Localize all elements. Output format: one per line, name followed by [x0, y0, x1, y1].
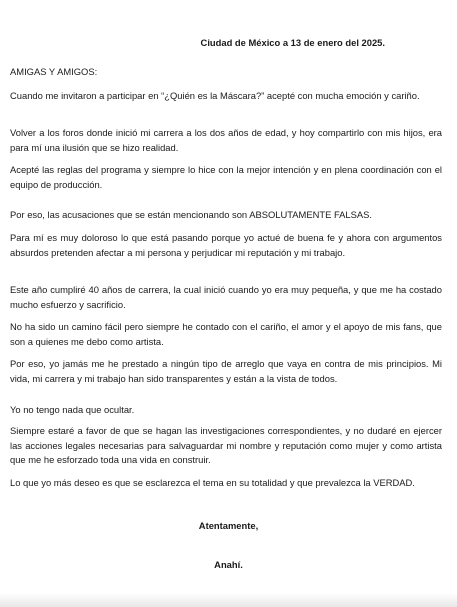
paragraph-accusations: Por eso, las acusaciones que se están mencionando son ABSOLUTAMENTE FALSAS. — [10, 209, 372, 220]
paragraph-truth: Lo que yo más deseo es que se esclarezca el tema en su totalidad y que prevalezca la VERDAD. — [10, 477, 415, 488]
paragraph-investigations: Siempre estaré a favor de que se hagan las investigaciones correspondientes, y no dudaré en ejercer las acciones legales necesarias para salvaguardar mi nombre y reputación como mujer y como artista que me he esforzado toda una vida en construir. — [10, 425, 442, 465]
paragraph-return-to-forums: Volver a los foros donde inició mi carrera a los dos años de edad, y hoy compartirlo con mis hijos, era para mí una ilusión que se hizo realidad. — [10, 127, 442, 153]
paragraph-principles: Por eso, yo jamás me he prestado a ningún tipo de arreglo que vaya en contra de mis principios. Mi vida, mi carrera y mi trabajo han sido transparentes y están a la vista de todos. — [10, 358, 442, 384]
date-line: Ciudad de México a 13 de enero del 2025. — [200, 37, 385, 48]
salutation: AMIGAS Y AMIGOS: — [10, 66, 98, 77]
paragraph-invitation: Cuando me invitaron a participar en “¿Quién es la Máscara?” acepté con mucha emoción y cariño. — [10, 90, 420, 101]
closing-line: Atentamente, — [198, 520, 259, 531]
paragraph-fans: No ha sido un camino fácil pero siempre he contado con el cariño, el amor y el apoyo de mis fans, que son a quienes me debo como artista. — [10, 321, 442, 347]
signature: Anahí. — [214, 559, 243, 570]
paragraph-career: Este año cumpliré 40 años de carrera, la cual inició cuando yo era muy pequeña, y que me ha costado mucho esfuerzo y sacrificio. — [10, 284, 442, 310]
paragraph-rules: Acepté las reglas del programa y siempre lo hice con la mejor intención y en plena coordinación con el equipo de producción. — [10, 164, 442, 190]
paragraph-painful: Para mí es muy doloroso lo que está pasando porque yo actué de buena fe y ahora con argumentos absurdos pretenden afectar a mi persona y perjudicar mi reputación y mi trabajo. — [10, 232, 442, 258]
paragraph-nothing-to-hide: Yo no tengo nada que ocultar. — [10, 404, 135, 415]
page-bottom-shadow — [0, 593, 457, 607]
